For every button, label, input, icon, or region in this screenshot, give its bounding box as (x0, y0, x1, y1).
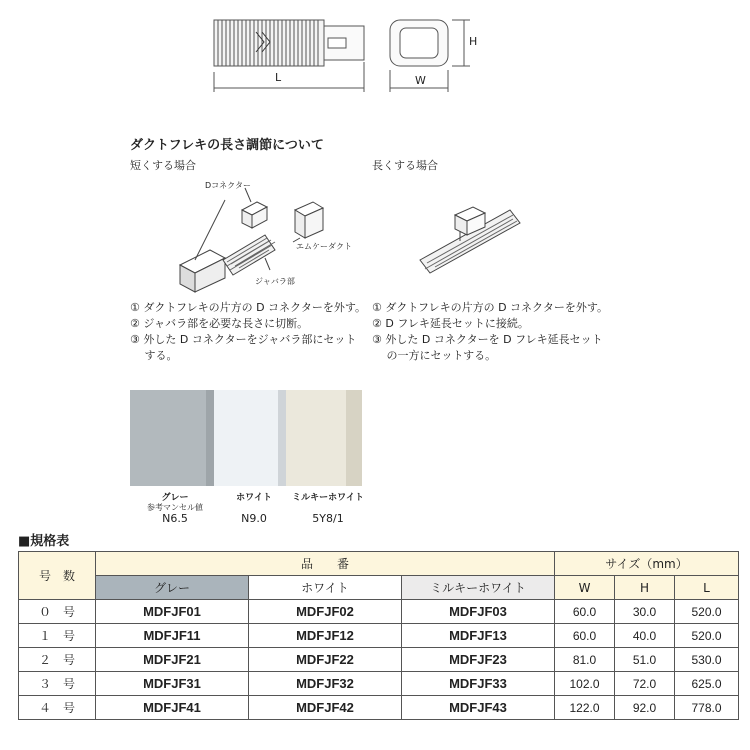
milky-column-header: ミルキーホワイト (402, 576, 555, 600)
lengthen-title: 長くする場合 (372, 159, 438, 172)
milky-part-cell: MDFJF13 (402, 624, 555, 648)
munsell-note: 参考マンセル値 (147, 503, 203, 512)
h-cell: 40.0 (615, 624, 675, 648)
gray-part-cell: MDFJF21 (96, 648, 249, 672)
table-row (19, 648, 739, 672)
swatch-milky-name: ミルキーホワイト (292, 493, 364, 503)
w-cell: 81.0 (555, 648, 615, 672)
white-part-cell: MDFJF02 (249, 600, 402, 624)
color-swatch-strip (130, 390, 362, 486)
size-mm-header: サイズ（mm） (555, 552, 739, 576)
w-cell: 102.0 (555, 672, 615, 696)
h-cell: 92.0 (615, 696, 675, 720)
size-no-cell: ４ 号 (19, 696, 96, 720)
milky-part-cell: MDFJF33 (402, 672, 555, 696)
milky-part-cell: MDFJF23 (402, 648, 555, 672)
swatch-gray-name: グレー (161, 493, 189, 503)
table-row (19, 624, 739, 648)
w-cell: 60.0 (555, 624, 615, 648)
h-cell: 30.0 (615, 600, 675, 624)
w-column-header: W (555, 576, 615, 600)
h-column-header: H (615, 576, 675, 600)
white-part-cell: MDFJF32 (249, 672, 402, 696)
gray-part-cell: MDFJF41 (96, 696, 249, 720)
milky-part-cell: MDFJF43 (402, 696, 555, 720)
h-cell: 72.0 (615, 672, 675, 696)
shorten-step-1: ① ダクトフレキの片方の D コネクターを外す。 (130, 301, 366, 314)
l-cell: 520.0 (675, 600, 739, 624)
spec-table-title: ■規格表 (18, 534, 70, 549)
lengthen-step-1: ① ダクトフレキの片方の D コネクターを外す。 (372, 301, 608, 314)
white-column-header: ホワイト (249, 576, 402, 600)
swatch-white-name: ホワイト (236, 493, 272, 503)
swatch-white (214, 390, 286, 486)
swatch-white-caption (224, 490, 284, 525)
shorten-step-3: ③ 外した D コネクターをジャバラ部にセット (130, 333, 357, 346)
swatch-milky-code: 5Y8/1 (312, 512, 344, 525)
swatch-milky-white (286, 390, 362, 486)
length-dim-label: L (275, 71, 282, 84)
shorten-steps (130, 300, 366, 364)
lengthen-step-3: ③ 外した D コネクターを D フレキ延長セット (372, 333, 603, 346)
spec-table (18, 551, 739, 720)
table-row (19, 696, 739, 720)
size-no-cell: ２ 号 (19, 648, 96, 672)
lengthen-step-3-cont: の一方にセットする。 (372, 349, 497, 362)
gray-part-cell: MDFJF11 (96, 624, 249, 648)
lengthen-illustration (415, 195, 525, 290)
swatch-white-code: N9.0 (241, 512, 267, 525)
swatch-milky-caption (283, 490, 373, 525)
size-no-header: 号 数 (19, 552, 96, 600)
white-part-cell: MDFJF42 (249, 696, 402, 720)
size-no-cell: １ 号 (19, 624, 96, 648)
white-part-cell: MDFJF12 (249, 624, 402, 648)
size-no-cell: ０ 号 (19, 600, 96, 624)
shorten-step-3-cont: する。 (130, 349, 178, 362)
lengthen-steps (372, 300, 608, 364)
shorten-step-2: ② ジャバラ部を必要な長さに切断。 (130, 317, 309, 330)
adjust-section-title: ダクトフレキの長さ調節について (130, 138, 324, 153)
h-cell: 51.0 (615, 648, 675, 672)
size-no-cell: ３ 号 (19, 672, 96, 696)
flexible-duct-drawing (200, 10, 490, 100)
width-dim-label: W (415, 74, 426, 87)
part-no-header: 品 番 (96, 552, 555, 576)
table-row (19, 600, 739, 624)
l-cell: 520.0 (675, 624, 739, 648)
height-dim-label: H (469, 35, 478, 48)
gray-column-header: グレー (96, 576, 249, 600)
w-cell: 122.0 (555, 696, 615, 720)
l-cell: 778.0 (675, 696, 739, 720)
swatch-gray-code: N6.5 (162, 512, 188, 525)
gray-part-cell: MDFJF31 (96, 672, 249, 696)
table-row (19, 672, 739, 696)
bellows-callout: ジャバラ部 (255, 277, 295, 286)
swatch-gray (130, 390, 214, 486)
w-cell: 60.0 (555, 600, 615, 624)
l-cell: 530.0 (675, 648, 739, 672)
swatch-gray-caption (130, 490, 220, 525)
duct-callout: エムケーダクト (296, 242, 352, 251)
white-part-cell: MDFJF22 (249, 648, 402, 672)
l-column-header: L (675, 576, 739, 600)
shorten-title: 短くする場合 (130, 159, 196, 172)
milky-part-cell: MDFJF03 (402, 600, 555, 624)
gray-part-cell: MDFJF01 (96, 600, 249, 624)
connector-callout: Dコネクター (205, 181, 251, 190)
l-cell: 625.0 (675, 672, 739, 696)
lengthen-step-2: ② D フレキ延長セットに接続。 (372, 317, 529, 330)
